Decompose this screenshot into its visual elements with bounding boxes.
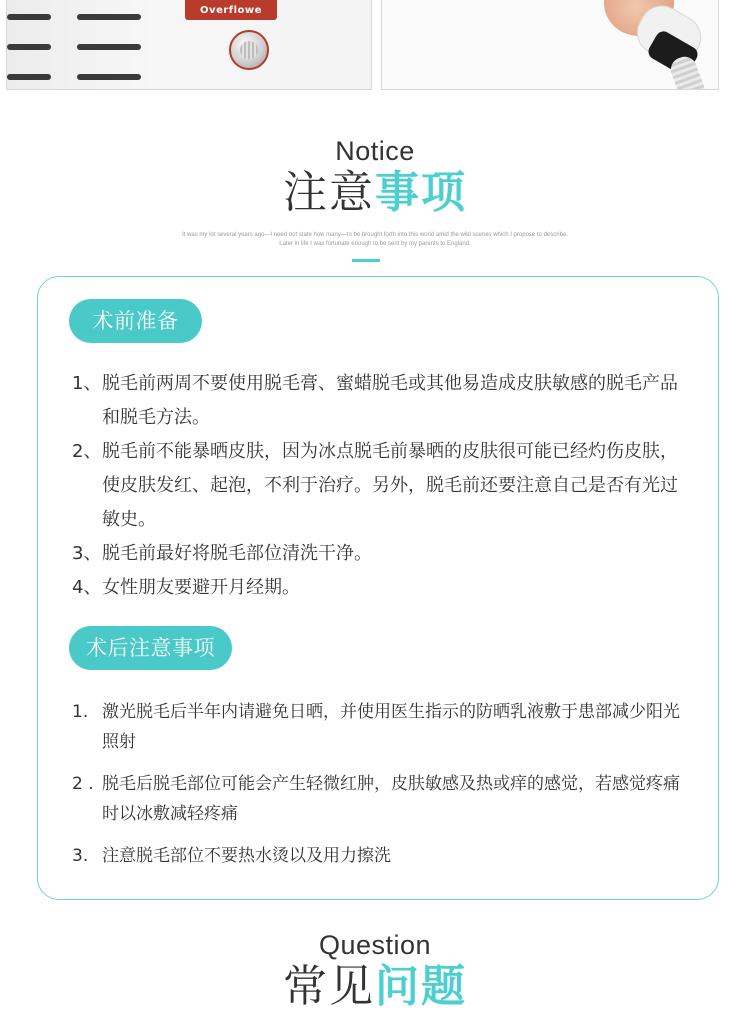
- list-item-number: 2 .: [72, 774, 94, 794]
- control-knob: [229, 30, 269, 70]
- list-item: [72, 571, 692, 605]
- question-title-cn-accent: 问题: [375, 961, 467, 1012]
- notice-subline: It was my lot several years ago—I need not state how many—to be brought forth into this world amid the wild scenes which I propose to describe. Later in life I was fortunate enough to be sent by my parents to England.: [182, 232, 568, 247]
- post-care-badge: [69, 626, 232, 670]
- notice-heading: [0, 136, 750, 219]
- post-care-title: 术后注意事项: [86, 636, 215, 660]
- list-item-text: 脱毛前两周不要使用脱毛膏、蜜蜡脱毛或其他易造成皮肤敏感的脱毛产品和脱毛方法。: [102, 373, 678, 428]
- question-title-cn-plain: 常见: [283, 961, 375, 1012]
- list-item-text: 激光脱毛后半年内请避免日晒，并使用医生指示的防晒乳液敷于患部减少阳光照射: [102, 702, 680, 752]
- overflow-label-text: Overflowe: [200, 4, 262, 16]
- notice-title-cn-accent: 事项: [375, 167, 467, 218]
- list-item: [72, 769, 692, 829]
- vent-slot: [7, 44, 51, 50]
- list-item-text: 脱毛前不能暴晒皮肤，因为冰点脱毛前暴晒的皮肤很可能已经灼伤皮肤，使皮肤发红、起泡，不利于治疗。另外，脱毛前还要注意自己是否有光过敏史。: [102, 441, 678, 530]
- list-item-text: 女性朋友要避开月经期。: [102, 577, 300, 598]
- question-heading: [0, 930, 750, 1013]
- notice-title-cn-plain: 注意: [283, 167, 375, 218]
- notice-title-en: Notice: [335, 136, 415, 166]
- vent-slot: [7, 74, 51, 80]
- pre-care-badge: [69, 299, 202, 343]
- vent-slot: [77, 14, 141, 20]
- list-item-number: 4、: [72, 577, 102, 598]
- overflow-label: [185, 0, 277, 20]
- question-title-en: Question: [318, 930, 432, 960]
- vent-slot: [77, 44, 141, 50]
- notice-title-cn: [0, 167, 750, 219]
- vent-slot: [7, 14, 51, 20]
- vent-slot: [77, 74, 141, 80]
- list-item-number: 1、: [72, 373, 102, 394]
- list-item-text: 脱毛前最好将脱毛部位清洗干净。: [102, 543, 372, 564]
- list-item-number: 1.: [72, 702, 89, 722]
- product-photo-right: [381, 0, 719, 90]
- list-item: [72, 367, 692, 435]
- product-photo-left: [6, 0, 372, 90]
- list-item-number: 3、: [72, 543, 102, 564]
- question-title-cn: [0, 961, 750, 1013]
- list-item: [72, 435, 692, 537]
- list-item-text: 注意脱毛部位不要热水烫以及用力擦洗: [102, 846, 391, 866]
- list-item: [72, 537, 692, 571]
- list-item-number: 3.: [72, 846, 89, 866]
- pre-care-title: 术前准备: [92, 309, 179, 333]
- notice-card: [37, 276, 719, 900]
- list-item: [72, 697, 692, 757]
- list-item-number: 2、: [72, 441, 102, 462]
- list-item-text: 脱毛后脱毛部位可能会产生轻微红肿，皮肤敏感及热或痒的感觉，若感觉疼痛时以冰敷减轻疼痛: [102, 774, 680, 824]
- list-item: [72, 841, 692, 871]
- notice-divider: [352, 259, 380, 262]
